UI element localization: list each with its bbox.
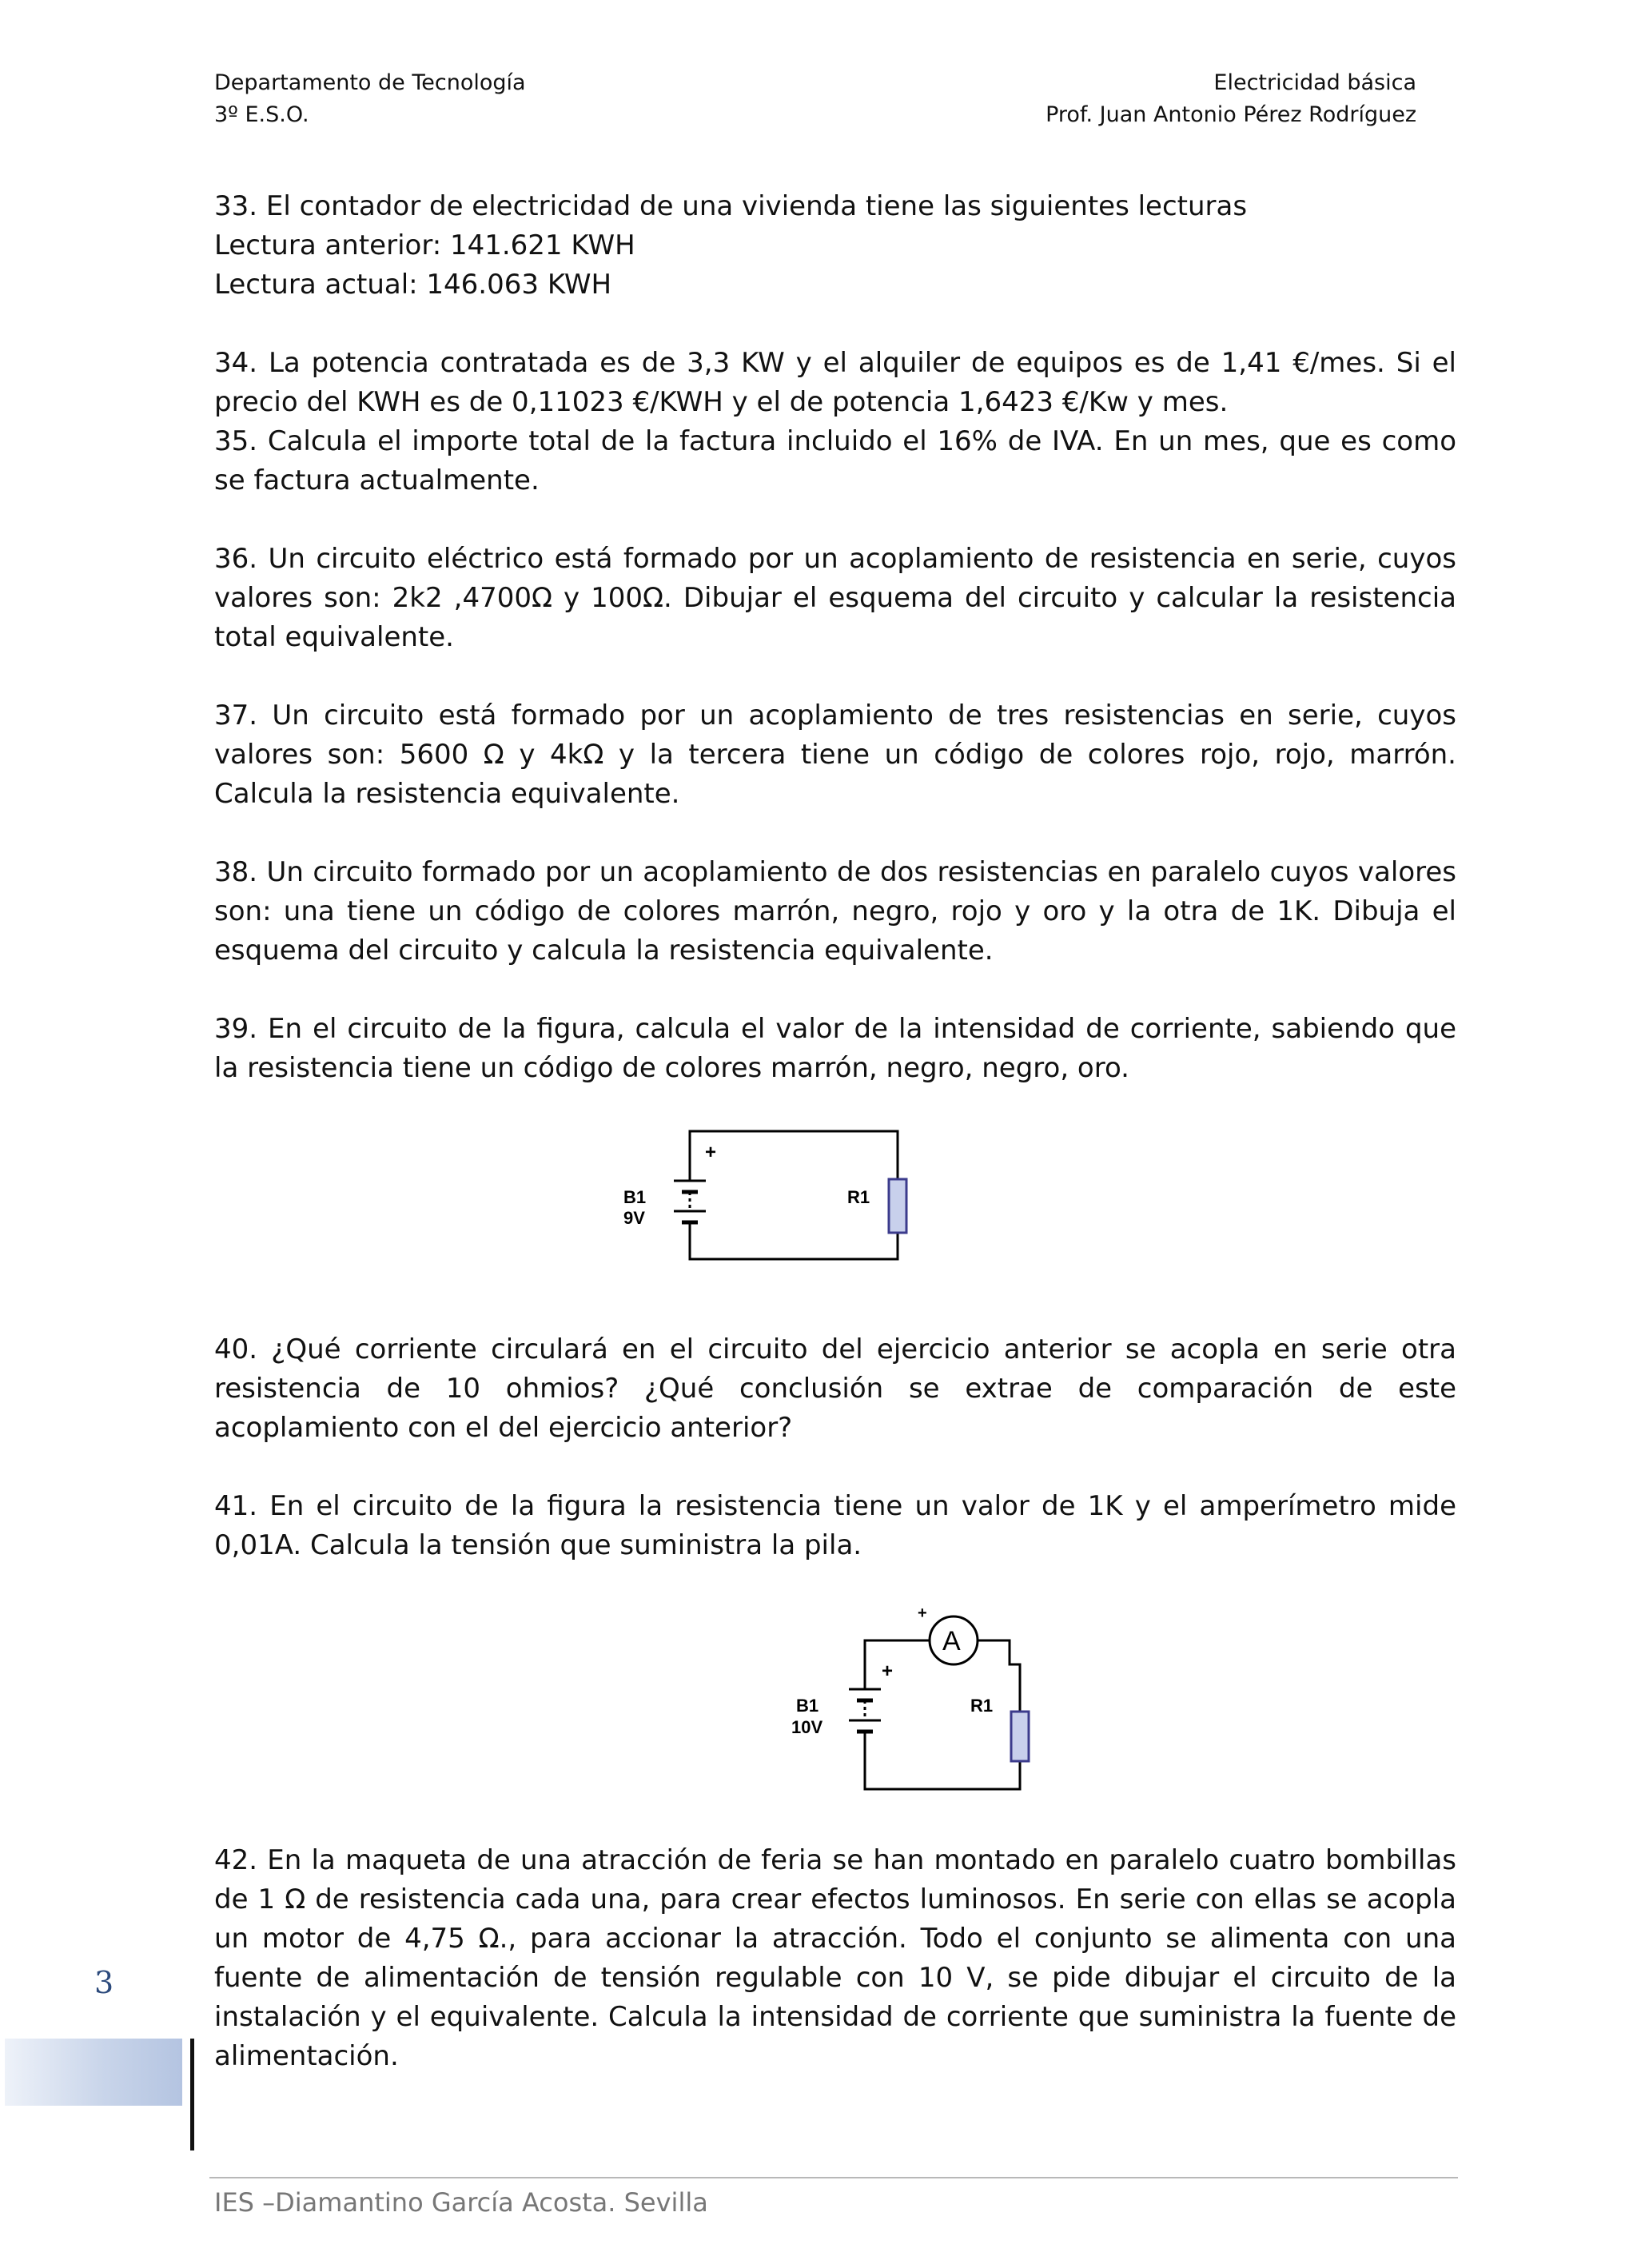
course-label: 3º E.S.O. [214, 102, 309, 127]
exercise-42: 42. En la maqueta de una atracción de feria se han montado en paralelo cuatro bombillas de 1 Ω de resistencia cada una, para crear efectos luminosos. En serie con ellas se acopla un motor de 4,75 Ω., para accionar la atracción. Todo el conjunto se alimenta con una fuente de alimentación de tensión regulable con 10 V, se pide dibujar el circuito de la instalación y el equivalente. Calcula la intensidad de corriente que suministra la fuente de alimentación. [214, 1844, 1456, 2072]
battery-voltage: 10V [791, 1717, 823, 1737]
wire-bottom [690, 1222, 898, 1259]
exercise-37: 37. Un circuito está formado por un acoplamiento de tres resistencias en serie, cuyos valores son: 5600 Ω y 4kΩ y la tercera tiene un código de colores rojo, rojo, marrón. Calcula la resistencia equivalente. [214, 700, 1456, 810]
circuit-1-diagram [606, 1125, 942, 1285]
footer-divider [209, 2177, 1458, 2178]
circuit-1-figure [214, 1088, 1456, 1320]
page-number: 3 [94, 1965, 114, 2000]
exercise-33-line1: 33. El contador de electricidad de una vivienda tiene las siguientes lecturas [214, 190, 1248, 222]
circuit-2-figure [214, 1565, 1456, 1841]
footer-text: IES –Diamantino García Acosta. Sevilla [214, 2187, 708, 2218]
subject-label: Electricidad básica [1213, 70, 1416, 95]
battery-label: B1 [623, 1187, 647, 1207]
teacher-label: Prof. Juan Antonio Pérez Rodríguez [1046, 102, 1416, 127]
exercise-40: 40. ¿Qué corriente circulará en el circuito del ejercicio anterior se acopla en serie otra resistencia de 10 ohmios? ¿Qué conclusión se extrae de comparación de este acoplamiento con el del ejercicio anterior? [214, 1333, 1456, 1444]
wire-top [690, 1131, 898, 1181]
battery-voltage: 9V [623, 1208, 645, 1228]
header-left [214, 67, 526, 131]
battery-label: B1 [796, 1696, 819, 1716]
decorative-line [190, 2039, 194, 2150]
battery-plus-sign: + [705, 1142, 717, 1163]
exercise-39: 39. En el circuito de la figura, calcula el valor de la intensidad de corriente, sabiendo que la resistencia tiene un código de colores marrón, negro, negro, oro. [214, 1013, 1456, 1084]
battery-plus-sign: + [882, 1660, 894, 1682]
department-label: Departamento de Tecnología [214, 70, 526, 95]
exercise-35: 35. Calcula el importe total de la factura incluido el 16% de IVA. En un mes, que es como se factura actualmente. [214, 425, 1456, 496]
wire-left-top [865, 1640, 930, 1689]
exercise-36: 36. Un circuito eléctrico está formado por un acoplamiento de resistencia en serie, cuyos valores son: 2k2 ,4700Ω y 100Ω. Dibujar el esquema del circuito y calcular la resistencia total equivalente. [214, 543, 1456, 653]
exercise-34: 34. La potencia contratada es de 3,3 KW y el alquiler de equipos es de 1,41 €/mes. Si el precio del KWH es de 0,11023 €/KWH y el de potencia 1,6423 €/Kw y mes. [214, 347, 1456, 418]
exercise-33-line3: Lectura actual: 146.063 KWH [214, 269, 612, 301]
resistor-r1 [1011, 1712, 1029, 1761]
exercise-list [214, 187, 1456, 2076]
decorative-bar [5, 2039, 182, 2106]
wire-bottom [865, 1732, 1020, 1789]
resistor-label: R1 [847, 1187, 870, 1207]
ammeter-plus-sign: + [918, 1604, 927, 1622]
resistor-r1 [889, 1179, 906, 1233]
ammeter-symbol: A [942, 1626, 961, 1656]
circuit-2-diagram [766, 1597, 1085, 1821]
resistor-label: R1 [970, 1696, 994, 1716]
exercise-33-line2: Lectura anterior: 141.621 KWH [214, 229, 635, 261]
exercise-41: 41. En el circuito de la figura la resistencia tiene un valor de 1K y el amperímetro mide 0,01A. Calcula la tensión que suministra la pila. [214, 1490, 1456, 1561]
header-right [1046, 67, 1416, 131]
exercise-38: 38. Un circuito formado por un acoplamiento de dos resistencias en paralelo cuyos valores son: una tiene un código de colores marrón, negro, rojo y oro y la otra de 1K. Dibuja el esquema del circuito y calcula la resistencia equivalente. [214, 856, 1456, 967]
